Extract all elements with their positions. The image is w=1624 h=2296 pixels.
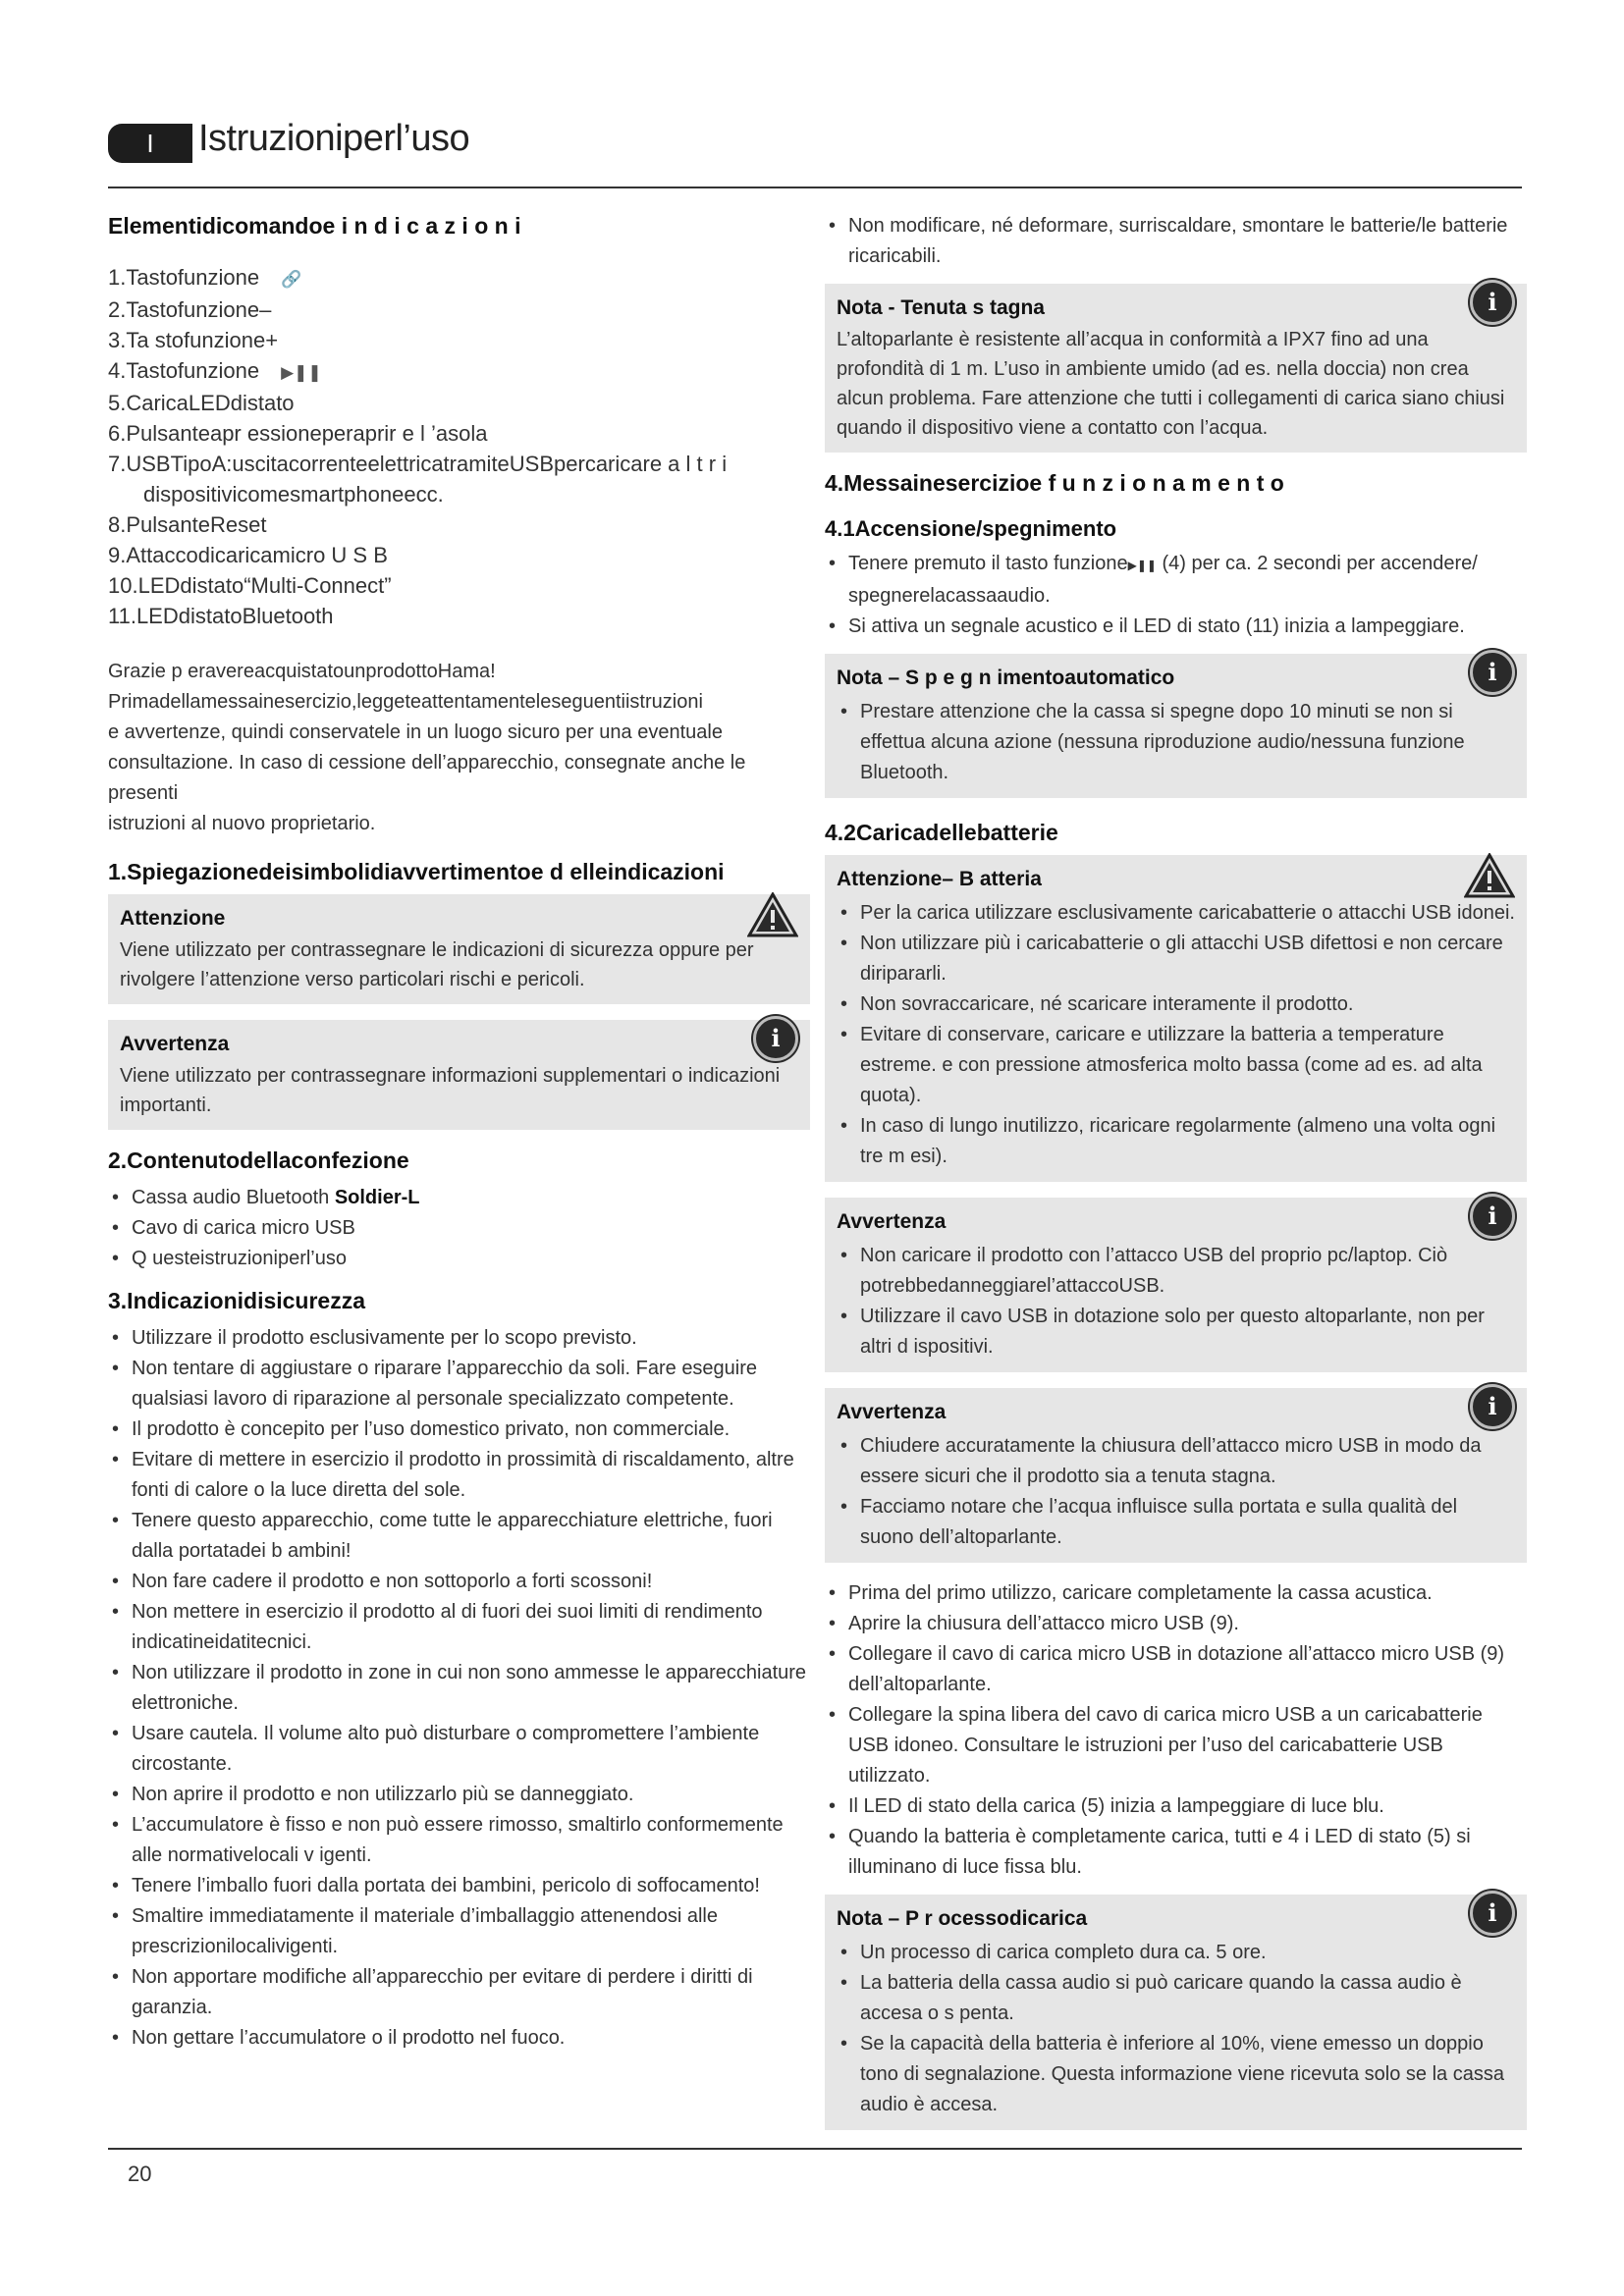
list-item: • Non tentare di aggiustare o riparare l’apparecchio da soli. Fare eseguire qualsiasi lavoro di riparazione al personale specializzato competente.	[108, 1354, 810, 1415]
page-footer	[108, 2148, 1522, 2186]
box-text-line: Viene utilizzato per contrassegnare informazioni supplementari o indicazioni	[120, 1065, 781, 1087]
list-item: • Non modificare, né deformare, surriscaldare, smontare le batterie/le batterie ricaricabili.	[825, 211, 1527, 272]
list-item: • Non fare cadere il prodotto e non sottoporlo a forti scossoni!	[108, 1567, 810, 1597]
power-list	[825, 549, 1527, 642]
note-box-list	[837, 1241, 1515, 1362]
control-item: 9.Attaccodicaricamicro U S B	[108, 543, 388, 567]
list-item: • Evitare di mettere in esercizio il prodotto in prossimità di riscaldamento, altre fonti di calore o la luce diretta del sole.	[108, 1445, 810, 1506]
play-pause-icon: ▶❚❚	[281, 363, 322, 382]
list-item: • Aprire la chiusura dell’attacco micro USB (9).	[825, 1609, 1527, 1639]
note-box-waterproof	[825, 284, 1527, 453]
note-box-title: Nota – S p e g n imentoautomatico	[837, 667, 1175, 689]
control-item: 2.Tastofunzione–	[108, 297, 272, 322]
list-item: • Smaltire immediatamente il materiale d’imballaggio attenendosi alle prescrizionilocalivigenti.	[108, 1901, 810, 1962]
warning-box-text	[120, 935, 798, 994]
list-item: • Quando la batteria è completamente carica, tutti e 4 i LED di stato (5) si illuminano di luce fissa blu.	[825, 1822, 1527, 1883]
control-item: 7.USBTipoA:uscitacorrenteelettricatramiteUSBpercaricare a l t r i	[108, 452, 728, 476]
info-icon: i	[1470, 1194, 1515, 1239]
info-icon: i	[1470, 650, 1515, 695]
box-text-line: importanti.	[120, 1095, 212, 1116]
note-box-title: Avvertenza	[837, 1401, 947, 1423]
list-item: • Collegare il cavo di carica micro USB in dotazione all’attacco micro USB (9) dell’altoparlante.	[825, 1639, 1527, 1700]
warning-icon	[1464, 853, 1515, 898]
play-pause-icon: ▶❚❚	[1127, 559, 1157, 572]
warning-box-list	[837, 898, 1515, 1172]
control-item: 8.PulsanteReset	[108, 512, 267, 537]
note-box-title: Avvertenza	[120, 1033, 230, 1055]
safety-list	[108, 1323, 810, 2054]
list-item: • Non gettare l’accumulatore o il prodotto nel fuoco.	[108, 2023, 810, 2054]
note-box-usb	[825, 1198, 1527, 1372]
link-icon: 🔗	[281, 270, 302, 289]
list-item: • Prima del primo utilizzo, caricare completamente la cassa acustica.	[825, 1578, 1527, 1609]
note-box-list	[837, 697, 1515, 788]
product-name: Soldier-L	[334, 1187, 420, 1208]
control-item: 6.Pulsanteapr essioneperaprir e l ’asola	[108, 421, 488, 446]
list-item: • Chiudere accuratamente la chiusura dell’attacco micro USB in modo da essere sicuri che il prodotto sia a tenuta stagna.	[837, 1431, 1515, 1492]
control-item: 1.Tastofunzione 🔗	[108, 262, 810, 294]
warning-box	[108, 894, 810, 1004]
list-item: • Non utilizzare il prodotto in zone in cui non sono ammesse le apparecchiature elettroniche.	[108, 1658, 810, 1719]
list-item: • Collegare la spina libera del cavo di carica micro USB a un caricabatterie USB idoneo. Consultare le istruzioni per l’uso del caricabatterie USB utilizzato.	[825, 1700, 1527, 1791]
right-column	[825, 211, 1527, 2146]
list-item: • Prestare attenzione che la cassa si spegne dopo 10 minuti se non si effettua alcuna azione (nessuna riproduzione audio/nessuna funzione Bluetooth.	[837, 697, 1515, 788]
list-item: • Per la carica utilizzare esclusivamente caricabatterie o attacchi USB idonei.	[837, 898, 1515, 929]
language-badge: I	[108, 124, 192, 163]
list-item: • Utilizzare il prodotto esclusivamente per lo scopo previsto.	[108, 1323, 810, 1354]
note-box-charging-process	[825, 1895, 1527, 2130]
list-item: • Q uesteistruzioniperl’uso	[108, 1244, 810, 1274]
section-4-1-heading: 4.1Accensione/spegnimento	[825, 516, 1117, 541]
intro-line: consultazione. In caso di cessione dell’apparecchio, consegnate anche le presenti	[108, 752, 746, 804]
intro-line: e avvertenze, quindi conservatele in un luogo sicuro per una eventuale	[108, 721, 723, 743]
list-item: • Cassa audio Bluetooth Soldier-L	[108, 1183, 810, 1213]
intro-line: Grazie p eravereacquistatounprodottoHama!	[108, 661, 496, 682]
list-item: • Il LED di stato della carica (5) inizia a lampeggiare di luce blu.	[825, 1791, 1527, 1822]
list-item: • La batteria della cassa audio si può caricare quando la cassa audio è accesa o s penta.	[837, 1968, 1515, 2029]
control-item: 10.LEDdistato“Multi-Connect”	[108, 573, 392, 598]
package-contents-list	[108, 1183, 810, 1274]
warning-icon	[747, 892, 798, 937]
intro-line: istruzioni al nuovo proprietario.	[108, 813, 376, 834]
list-item: • Tenere l’imballo fuori dalla portata dei bambini, pericolo di soffocamento!	[108, 1871, 810, 1901]
list-item: • Utilizzare il cavo USB in dotazione solo per questo altoparlante, non per altri d ispositivi.	[837, 1302, 1515, 1362]
control-item: 5.CaricaLEDdistato	[108, 391, 295, 415]
list-item: • Non apportare modifiche all’apparecchio per evitare di perdere i diritti di garanzia.	[108, 1962, 810, 2023]
intro-text	[108, 657, 810, 839]
list-item: • L’accumulatore è fisso e non può essere rimosso, smaltirlo conformemente alle normativelocali v igenti.	[108, 1810, 810, 1871]
intro-line: Primadellamessainesercizio,leggeteattentamenteleseguentiistruzioni	[108, 691, 703, 713]
list-item: • Tenere questo apparecchio, come tutte le apparecchiature elettriche, fuori dalla portatadei b ambini!	[108, 1506, 810, 1567]
box-text-line: rivolgere l’attenzione verso particolari rischi e pericoli.	[120, 969, 585, 990]
list-item: • Non aprire il prodotto e non utilizzarlo più se danneggiato.	[108, 1780, 810, 1810]
controls-list	[108, 262, 810, 631]
section-4-2-heading: 4.2Caricadellebatterie	[825, 820, 1058, 845]
list-item: • Evitare di conservare, caricare e utilizzare la batteria a temperature estreme. e con pressione atmosferica molto bassa (come ad es. ad alta quota).	[837, 1020, 1515, 1111]
page-header	[108, 116, 1522, 188]
list-item: • In caso di lungo inutilizzo, ricaricare regolarmente (almeno una volta ogni tre m esi).	[837, 1111, 1515, 1172]
info-icon: i	[1470, 1891, 1515, 1936]
note-box-list	[837, 1938, 1515, 2120]
safety-list-continued	[825, 211, 1527, 272]
list-item: • Se la capacità della batteria è inferiore al 10%, viene emesso un doppio tono di segnalazione. Questa informazione viene ricevuta solo se la cassa audio è accesa.	[837, 2029, 1515, 2120]
note-box-auto-off	[825, 654, 1527, 798]
list-item: • Usare cautela. Il volume alto può disturbare o compromettere l’ambiente circostante.	[108, 1719, 810, 1780]
list-item: • Il prodotto è concepito per l’uso domestico privato, non commerciale.	[108, 1415, 810, 1445]
warning-box-battery	[825, 855, 1527, 1182]
control-item: dispositivicomesmartphoneecc.	[143, 482, 444, 507]
info-icon: i	[1470, 280, 1515, 325]
note-box-text	[120, 1061, 798, 1120]
note-box	[108, 1020, 810, 1130]
section-3-heading: 3.Indicazionidisicurezza	[108, 1288, 366, 1313]
control-item: 3.Ta stofunzione+	[108, 328, 279, 352]
warning-box-title: Attenzione	[120, 907, 226, 930]
info-icon: i	[1470, 1384, 1515, 1429]
note-box-list	[837, 1431, 1515, 1553]
list-item: • Non caricare il prodotto con l’attacco USB del proprio pc/laptop. Ciò potrebbedanneggiarel’attaccoUSB.	[837, 1241, 1515, 1302]
controls-heading: Elementidicomandoe i n d i c a z i o n i	[108, 213, 521, 239]
charging-steps-list	[825, 1578, 1527, 1883]
list-item: • Non mettere in esercizio il prodotto al di fuori dei suoi limiti di rendimento indicatineidatitecnici.	[108, 1597, 810, 1658]
note-box-title: Avvertenza	[837, 1210, 947, 1233]
box-text-line: Viene utilizzato per contrassegnare le indicazioni di sicurezza oppure per	[120, 939, 754, 961]
section-4-heading: 4.Messainesercizioe f u n z i o n a m e n t o	[825, 470, 1284, 496]
list-item: • Non sovraccaricare, né scaricare interamente il prodotto.	[837, 989, 1515, 1020]
note-box-title: Nota – P r ocessodicarica	[837, 1907, 1088, 1930]
section-2-heading: 2.Contenutodellaconfezione	[108, 1148, 409, 1173]
note-box-title: Nota - Tenuta s tagna	[837, 296, 1045, 319]
page-number: 20	[128, 2162, 152, 2186]
list-item: • Tenere premuto il tasto funzione▶❚❚ (4) per ca. 2 secondi per accendere/ spegnerelacassaaudio.	[825, 549, 1527, 612]
list-item: • Non utilizzare più i caricabatterie o gli attacchi USB difettosi e non cercare diripararli.	[837, 929, 1515, 989]
list-item: • Facciamo notare che l’acqua influisce sulla portata e sulla qualità del suono dell’altoparlante.	[837, 1492, 1515, 1553]
left-column	[108, 211, 810, 2065]
info-icon: i	[753, 1016, 798, 1061]
control-item: 4.Tastofunzione ▶❚❚	[108, 355, 810, 388]
control-item: 11.LEDdistatoBluetooth	[108, 604, 334, 628]
warning-box-title: Attenzione– B atteria	[837, 868, 1042, 890]
document-title: Istruzioniperl’uso	[198, 118, 470, 159]
section-1-heading: 1.Spiegazionedeisimbolidiavvertimentoe d elleindicazioni	[108, 859, 725, 884]
list-item: • Si attiva un segnale acustico e il LED di stato (11) inizia a lampeggiare.	[825, 612, 1527, 642]
note-box-cover	[825, 1388, 1527, 1563]
list-item: • Cavo di carica micro USB	[108, 1213, 810, 1244]
note-box-text: L’altoparlante è resistente all’acqua in conformità a IPX7 fino ad una profondità di 1 m. L’uso in ambiente umido (ad es. nella doccia) non crea alcun problema. Fare attenzione che tutti i collegamenti di carica siano chiusi quando il dispositivo viene a contatto con l’acqua.	[837, 329, 1505, 439]
list-item: • Un processo di carica completo dura ca. 5 ore.	[837, 1938, 1515, 1968]
